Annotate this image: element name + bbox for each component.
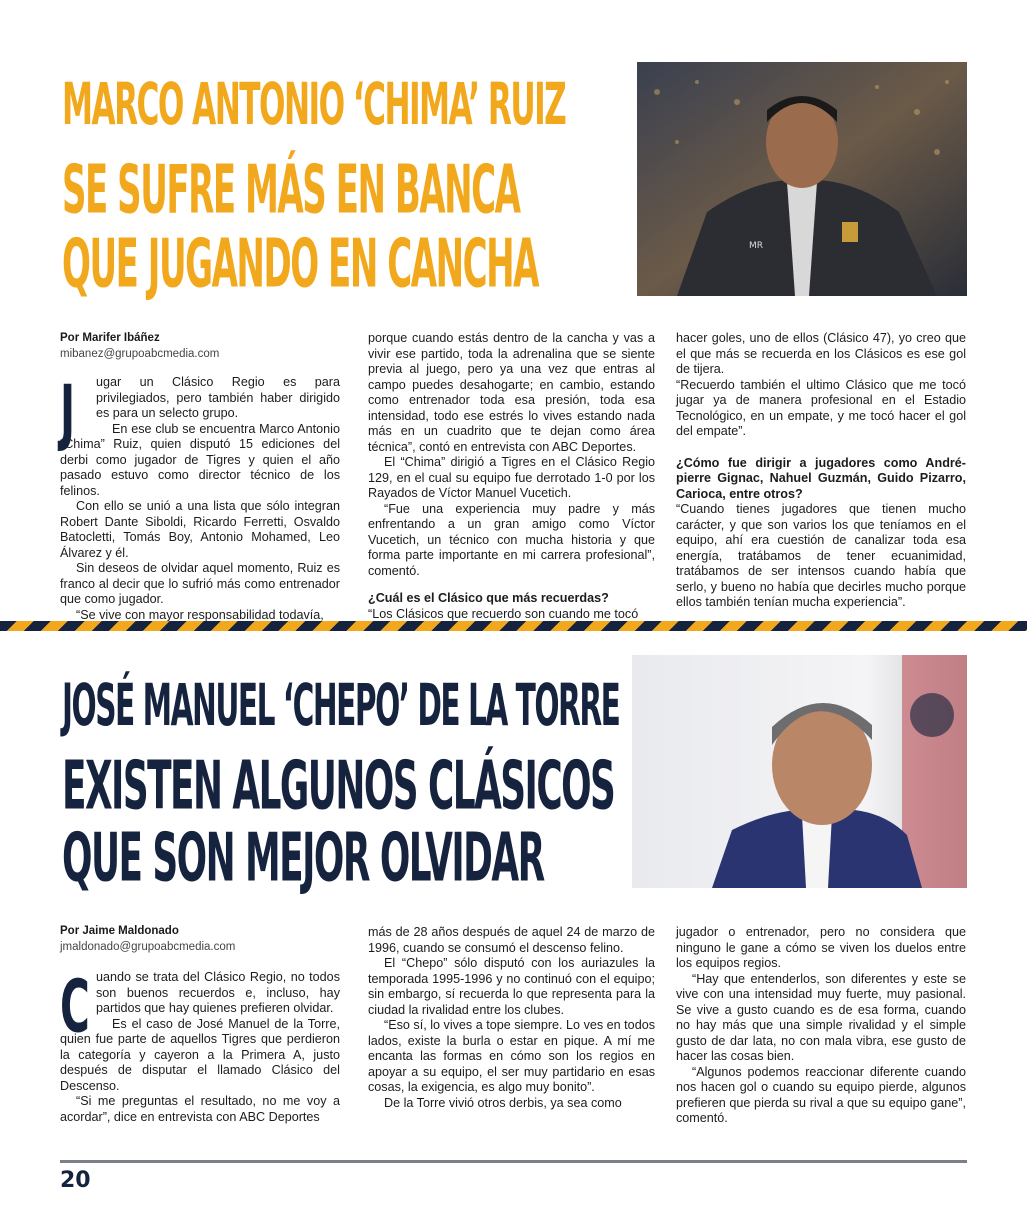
article1-column-1 (60, 368, 340, 623)
svg-text:MR: MR (749, 241, 764, 251)
page-number: 20 (60, 1168, 91, 1193)
article2-email: jmaldonado@grupoabcmedia.com (60, 941, 236, 953)
article1-paragraph: Sin deseos de olvidar aquel momento, Ruiz es franco al decir que lo sufrió más como entrenador que como jugador. (60, 561, 340, 606)
article1-kicker: MARCO ANTONIO ‘CHIMA’ RUIZ (62, 71, 566, 139)
article2-dropcap: C (60, 963, 90, 1049)
footer-rule (60, 1160, 967, 1163)
article2-paragraph: “Si me preguntas el resultado, no me voy a acordar”, dice en entrevista con ABC Deportes (60, 1094, 340, 1124)
article1-headline-line2: QUE JUGANDO EN CANCHA (62, 224, 538, 303)
article2-paragraph: jugador o entrenador, pero no considera que ninguno le gane a cómo se viven los duelos entre los equipos regios. (676, 925, 966, 970)
article2-paragraph: “Hay que entenderlos, son diferentes y este se vive con una intensidad muy fuerte, muy pasional. Se vive a gusto cuando es de esa forma, cuando no hay más que una simple rivalidad y el simple gusto de dar lata, no con mala vibra, ese gusto de hacer las cosas bien. (676, 971, 966, 1063)
article1-question: ¿Cuál es el Clásico que más recuerdas? (368, 591, 609, 605)
section-divider-stripe (0, 621, 1027, 631)
article2-column-2 (368, 925, 655, 1111)
article1-dropcap: J (60, 368, 76, 454)
article1-paragraph: Con ello se unió a una lista que sólo integran Robert Dante Siboldi, Ricardo Ferretti, Osvaldo Batocletti, Tomás Boy, Antonio Mohamed, Leo Álvarez y él. (60, 499, 340, 560)
article2-paragraph: De la Torre vivió otros derbis, ya sea como (384, 1095, 622, 1110)
article1-paragraph: “Se vive con mayor responsabilidad todavía, (76, 607, 324, 622)
article1-byline (60, 330, 330, 362)
article1-paragraph: “Recuerdo también el ultimo Clásico que me tocó jugar ya de manera profesional en el Estadio Tecnológico, en un empate, y me tocó hacer el gol del empate”. (676, 377, 966, 438)
article2-photo-chepo-de-la-torre (632, 655, 967, 888)
article2-headline-line2: QUE SON MEJOR OLVIDAR (62, 818, 544, 897)
article2-paragraph: “Eso sí, lo vives a tope siempre. Lo ves en todos lados, existe la burla o estar en pique. A mí me encanta las formas en cómo son los regios en apoyar a su equipo, el ser muy partidario en esas cosas, la exigencia, es algo muy bonito”. (368, 1018, 655, 1094)
article2-paragraph: Es el caso de José Manuel de la Torre, quien fue parte de aquellos Tigres que perdieron la categoría y cayeron a la Primera A, justo después de disputar el llamado Clásico del Descenso. (60, 1016, 340, 1093)
article1-author: Por Marifer Ibáñez (60, 332, 160, 344)
article1-photo-chima-ruiz (637, 62, 967, 296)
article2-author: Por Jaime Maldonado (60, 925, 179, 937)
article2-column-3 (676, 925, 966, 1127)
article1-question: ¿Cómo fue dirigir a jugadores como André-pierre Gignac, Nahuel Guzmán, Guido Pizarro, Carioca, entre otros? (676, 455, 966, 501)
article1-paragraph: hacer goles, uno de ellos (Clásico 47), yo creo que el que más se recuerda en los Clásicos es ese gol de tijera. (676, 331, 966, 376)
article1-column-3 (676, 331, 966, 611)
article2-byline (60, 923, 330, 955)
article1-headline-line1: SE SUFRE MÁS EN BANCA (62, 150, 520, 229)
article2-kicker: JOSÉ MANUEL ‘CHEPO’ DE LA TORRE (62, 672, 620, 740)
article1-paragraph: porque cuando estás dentro de la cancha y vas a vivir ese partido, toda la adrenalina que se siente previa al juego, pero ya una vez que entras al campo puedes desahogarte; en cambio, estando como entrenador toda esa presión, toda esa intensidad, todo ese estrés lo vives estando nada más en un cuadrito que te dejan como área técnica”, contó en entrevista con ABC Deportes. (368, 331, 655, 454)
article1-answer: “Los Clásicos que recuerdo son cuando me tocó (368, 606, 639, 621)
article1-paragraph: En ese club se encuentra Marco Antonio “Chima” Ruiz, quien disputó 15 ediciones del derbi como jugador de Tigres y quien el año pasado estuvo como director técnico de los felinos. (60, 421, 340, 498)
article2-paragraph: “Algunos podemos reaccionar diferente cuando nos hacen gol o cuando su equipo pierde, algunos prefieren que pierda su rival a que su equipo gane”, comentó. (676, 1064, 966, 1125)
article1-paragraph: ugar un Clásico Regio es para privilegiados, pero también haber dirigido es para un selecto grupo. (96, 375, 340, 420)
article1-email: mibanez@grupoabcmedia.com (60, 348, 220, 360)
article2-column-1 (60, 963, 340, 1125)
article1-paragraph: El “Chima” dirigió a Tigres en el Clásico Regio 129, en el cual su equipo fue derrotado 1-0 por los Rayados de Víctor Manuel Vucetich. (368, 455, 655, 500)
article1-paragraph: “Fue una experiencia muy padre y más enfrentando a un gran amigo como Víctor Vucetich, un técnico con mucha historia y que forma parte importante en mi carrera profesional”, comentó. (368, 501, 655, 578)
article1-column-2 (368, 331, 655, 622)
article2-headline-line1: EXISTEN ALGUNOS CLÁSICOS (62, 746, 615, 825)
article1-answer: “Cuando tienes jugadores que tienen mucho carácter, y que son varios los que teníamos en el equipo, ahí era cuestión de canalizar toda esa energía, tratábamos de tener ecuanimidad, tratábamos de ser intensos cuando había que serlo, y bueno no había que decirles mucho porque ellos también tenían mucha experiencia”. (676, 502, 966, 609)
article2-paragraph: uando se trata del Clásico Regio, no todos son buenos recuerdos e, incluso, hay partidos que hay quienes prefieren olvidar. (96, 970, 340, 1015)
article2-paragraph: más de 28 años después de aquel 24 de marzo de 1996, cuando se consumó el descenso felino. (368, 925, 655, 955)
article2-paragraph: El “Chepo” sólo disputó con los auriazules la temporada 1995-1996 y no continuó con el equipo; sin embargo, sí recuerda lo que representa para la ciudad la rivalidad entre los clubes. (368, 956, 655, 1017)
